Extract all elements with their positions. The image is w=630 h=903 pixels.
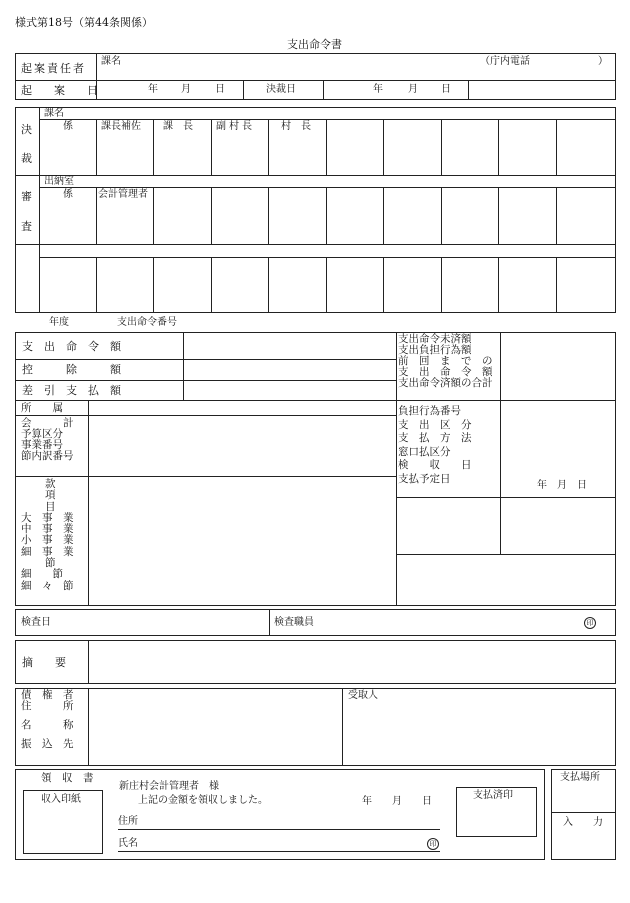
creditor-bank-line	[21, 739, 83, 750]
summary-label: 摘 要	[22, 656, 66, 669]
draft-day: 日	[215, 84, 225, 95]
draft-year: 年	[148, 84, 158, 95]
order-number-label: 支出命令番号	[117, 317, 177, 328]
audit-label-2: 査	[21, 220, 32, 233]
payment-info-line: 窓口払区分	[398, 445, 451, 458]
approval-label-2: 裁	[21, 152, 32, 165]
role-mayor: 村 長	[281, 121, 311, 132]
inspector-seal-icon: 印	[584, 617, 596, 629]
budget-line: 大 事 業	[21, 511, 74, 524]
phone-close: ）	[598, 56, 608, 67]
outstanding-line: 支出命令未済額	[398, 333, 472, 345]
role-staff: 係	[63, 121, 73, 132]
role-deputy-chief: 課長補佐	[101, 121, 141, 132]
account-line: 会 計	[21, 417, 74, 429]
budget-line: 細 節	[21, 568, 63, 581]
payment-info-line: 支 出 区 分	[398, 418, 472, 431]
draft-month: 月	[181, 84, 191, 95]
role-chief: 課 長	[163, 121, 193, 132]
audit-label-1: 審	[21, 190, 32, 203]
department-label: 所 属	[21, 402, 63, 414]
budget-line: 節	[45, 557, 56, 570]
form-number: 様式第18号（第44条関係）	[15, 16, 153, 29]
outstanding-block	[398, 334, 498, 389]
approval-day: 日	[441, 84, 451, 95]
summary-row	[15, 640, 616, 684]
phone-label: （庁内電話	[480, 56, 530, 67]
creditor-line: 名 称	[21, 719, 74, 731]
inspector-label: 検査職員	[274, 617, 314, 628]
budget-line: 細 々 節	[21, 579, 74, 592]
input-label: 入 力	[563, 817, 603, 828]
payment-info-line: 負担行為番号	[398, 405, 461, 417]
deduction-label: 控 除 額	[22, 363, 121, 376]
approval-grid	[15, 107, 616, 313]
creditor-line: 住 所	[21, 700, 74, 712]
budget-line: 款	[45, 478, 56, 490]
fiscal-year-label: 年度	[49, 317, 69, 328]
page-title: 支出命令書	[287, 38, 342, 51]
audit-role-staff: 係	[63, 189, 73, 200]
accounts-block	[21, 418, 87, 462]
creditor-block	[21, 690, 83, 712]
receipt-statement: 上記の金額を領収しました。	[138, 795, 268, 806]
revenue-stamp-label: 収入印紙	[41, 794, 81, 805]
budget-line: 項	[45, 489, 56, 502]
account-line: 予算区分	[21, 428, 63, 440]
inspection-row	[15, 609, 616, 636]
creditor-name-line	[21, 720, 83, 731]
receipt-name-label: 氏名	[118, 838, 138, 849]
approval-month: 月	[408, 84, 418, 95]
drafter-label: 起案責任者	[21, 62, 86, 75]
receipt-date: 年 月 日	[362, 796, 432, 807]
budget-line: 中 事 業	[21, 523, 74, 536]
budget-block	[21, 479, 85, 592]
outstanding-line: 支出負担行為額	[398, 344, 472, 356]
budget-line: 細 事 業	[21, 545, 74, 558]
receipt-address-label: 住所	[118, 816, 138, 827]
receipt-title: 領 収 書	[41, 772, 94, 784]
payment-info-block	[398, 405, 498, 486]
budget-line: 小 事 業	[21, 534, 74, 547]
audit-office-label: 出納室	[44, 176, 74, 187]
receipt-addressee: 新庄村会計管理者 様	[119, 781, 219, 792]
creditor-line: 振 込 先	[21, 738, 74, 750]
creditor-table	[15, 688, 616, 766]
header-section-label: 課名	[101, 56, 121, 67]
inspection-date-label: 検査日	[21, 617, 51, 628]
approval-section-label: 課名	[44, 108, 64, 119]
outstanding-line: 支出命令済額の合計	[398, 377, 493, 389]
outstanding-line: 支 出 命 令 額	[398, 366, 493, 378]
approval-label-1: 決	[21, 123, 32, 136]
audit-role-accountant: 会計管理者	[98, 189, 148, 200]
budget-line: 目	[45, 500, 56, 513]
scheduled-date-ymd: 年 月 日	[537, 480, 587, 491]
order-amount-label: 支 出 命 令 額	[22, 340, 121, 353]
paid-stamp-label: 支払済印	[473, 790, 513, 801]
creditor-line: 債 権 者	[21, 689, 74, 701]
payment-place-label: 支払場所	[560, 772, 600, 783]
account-line: 節内訳番号	[21, 450, 74, 462]
payment-info-line: 支 払 方 法	[398, 432, 472, 444]
outstanding-line: 前 回 ま で の	[398, 355, 493, 367]
net-payment-label: 差 引 支 払 額	[22, 384, 121, 397]
draft-date-label: 起 案 日	[21, 84, 98, 97]
recipient-label: 受取人	[348, 690, 378, 701]
approval-date-label: 決裁日	[266, 84, 296, 95]
payment-info-line: 支払予定日	[398, 472, 451, 485]
receipt-seal-icon: 印	[427, 838, 439, 850]
payment-info-line: 検 収 日	[398, 459, 472, 471]
approval-year: 年	[373, 84, 383, 95]
role-deputy-mayor: 副村長	[216, 121, 255, 132]
account-line: 事業番号	[21, 439, 63, 451]
